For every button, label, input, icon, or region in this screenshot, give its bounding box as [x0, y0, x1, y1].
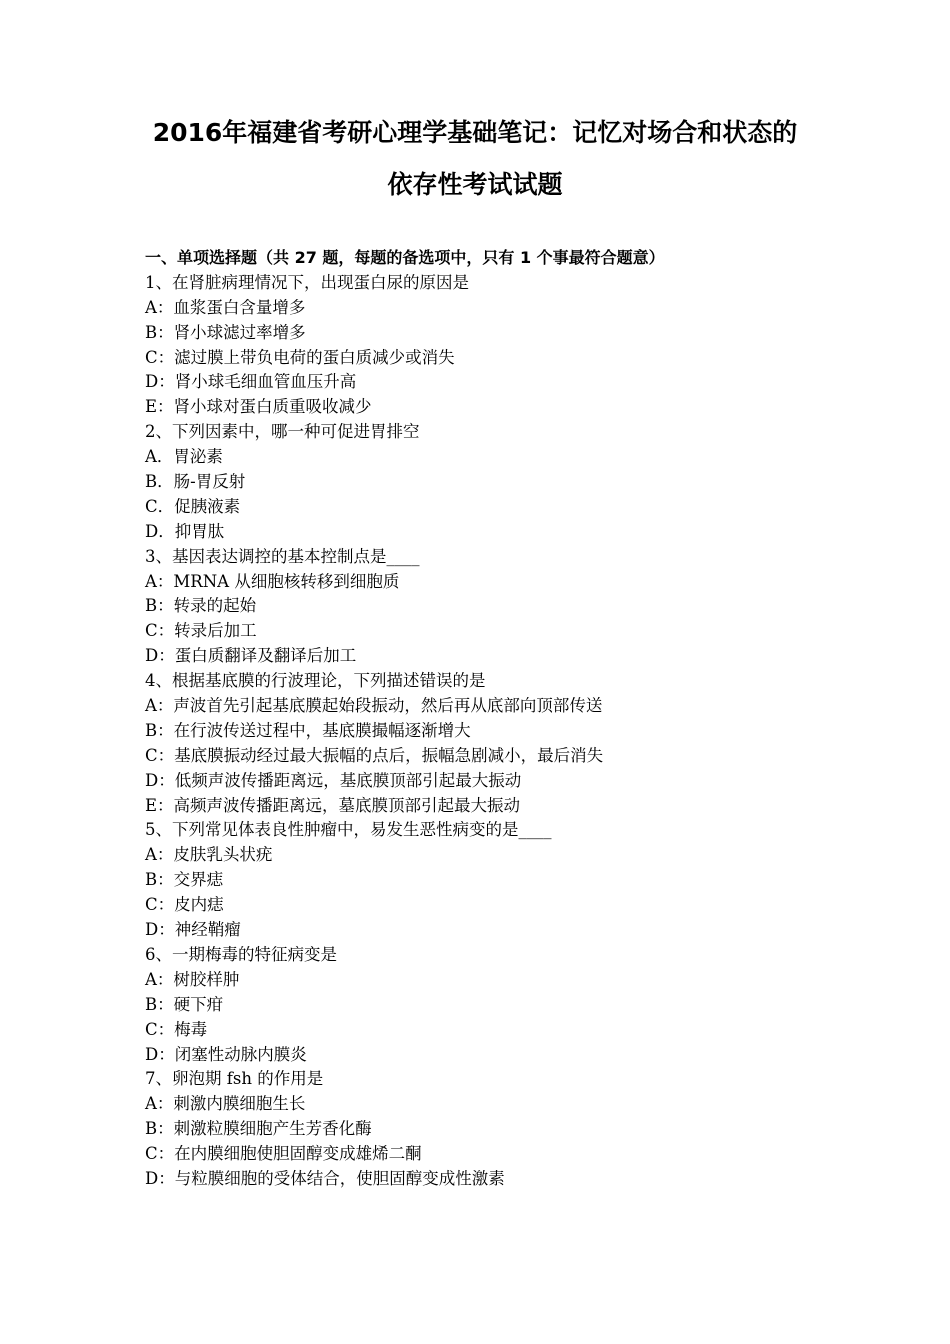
question-stem: 7、卵泡期 fsh 的作用是	[145, 1069, 324, 1089]
question-stem: 4、根据基底膜的行波理论，下列描述错误的是	[145, 671, 486, 691]
answer-option: B：在行波传送过程中，基底膜撮幅逐渐增大	[145, 720, 471, 740]
answer-option: A：MRNA 从细胞核转移到细胞质	[145, 571, 400, 591]
answer-option: B：硬下疳	[145, 994, 224, 1014]
answer-option: B．肠-胃反射	[145, 472, 246, 492]
answer-option: A：血浆蛋白含量增多	[145, 297, 306, 317]
answer-option: A：刺激内膜细胞生长	[145, 1094, 306, 1114]
answer-option: C：转录后加工	[145, 621, 257, 641]
answer-option: E：高频声波传播距离远，墓底膜顶部引起最大振动	[145, 795, 521, 815]
answer-option: C：基底膜振动经过最大振幅的点后，振幅急剧减小，最后消失	[145, 745, 604, 765]
document-title-line1: 2016年福建省考研心理学基础笔记：记忆对场合和状态的	[152, 118, 798, 147]
question-stem: 2、下列因素中，哪一种可促进胃排空	[145, 422, 420, 442]
answer-option: D：肾小球毛细血管血压升高	[145, 372, 357, 392]
question-stem: 5、下列常见体表良性肿瘤中，易发生恶性病变的是____	[145, 820, 552, 840]
answer-option: C：皮内痣	[145, 895, 224, 915]
answer-option: C：滤过膜上带负电荷的蛋白质减少或消失	[145, 347, 455, 367]
answer-option: D：神经鞘瘤	[145, 920, 241, 940]
answer-option: B：转录的起始	[145, 596, 257, 616]
answer-option: A：声波首先引起基底膜起始段振动，然后再从底部向顶部传送	[145, 696, 603, 716]
answer-option: B：交界痣	[145, 870, 224, 890]
answer-option: A．胃泌素	[145, 447, 223, 467]
document-body	[145, 246, 845, 1192]
answer-option: D：蛋白质翻译及翻译后加工	[145, 646, 357, 666]
answer-option: B：刺激粒膜细胞产生芳香化酶	[145, 1119, 372, 1139]
section-heading: 一、单项选择题（共 27 题，每题的备选项中，只有 1 个事最符合题意）	[145, 248, 665, 267]
answer-option: D．抑胃肽	[145, 521, 225, 541]
question-list	[145, 271, 845, 1192]
answer-option: A：树胶样肿	[145, 969, 240, 989]
question-stem: 6、一期梅毒的特征病变是	[145, 944, 337, 964]
answer-option: C：梅毒	[145, 1019, 208, 1039]
document-title-line2: 依存性考试试题	[387, 170, 563, 199]
answer-option: D：闭塞性动脉内膜炎	[145, 1044, 307, 1064]
answer-option: C．促胰液素	[145, 496, 241, 516]
answer-option: C：在内膜细胞使胆固醇变成雄烯二酮	[145, 1144, 422, 1164]
answer-option: A：皮肤乳头状疣	[145, 845, 273, 865]
question-stem: 1、在肾脏病理情况下，出现蛋白尿的原因是	[145, 272, 469, 292]
answer-option: B：肾小球滤过率增多	[145, 322, 306, 342]
answer-option: D：与粒膜细胞的受体结合，使胆固醇变成性激素	[145, 1168, 505, 1188]
answer-option: D：低频声波传播距离远，基底膜顶部引起最大振动	[145, 770, 522, 790]
question-stem: 3、基因表达调控的基本控制点是____	[145, 546, 420, 566]
answer-option: E：肾小球对蛋白质重吸收减少	[145, 397, 372, 417]
